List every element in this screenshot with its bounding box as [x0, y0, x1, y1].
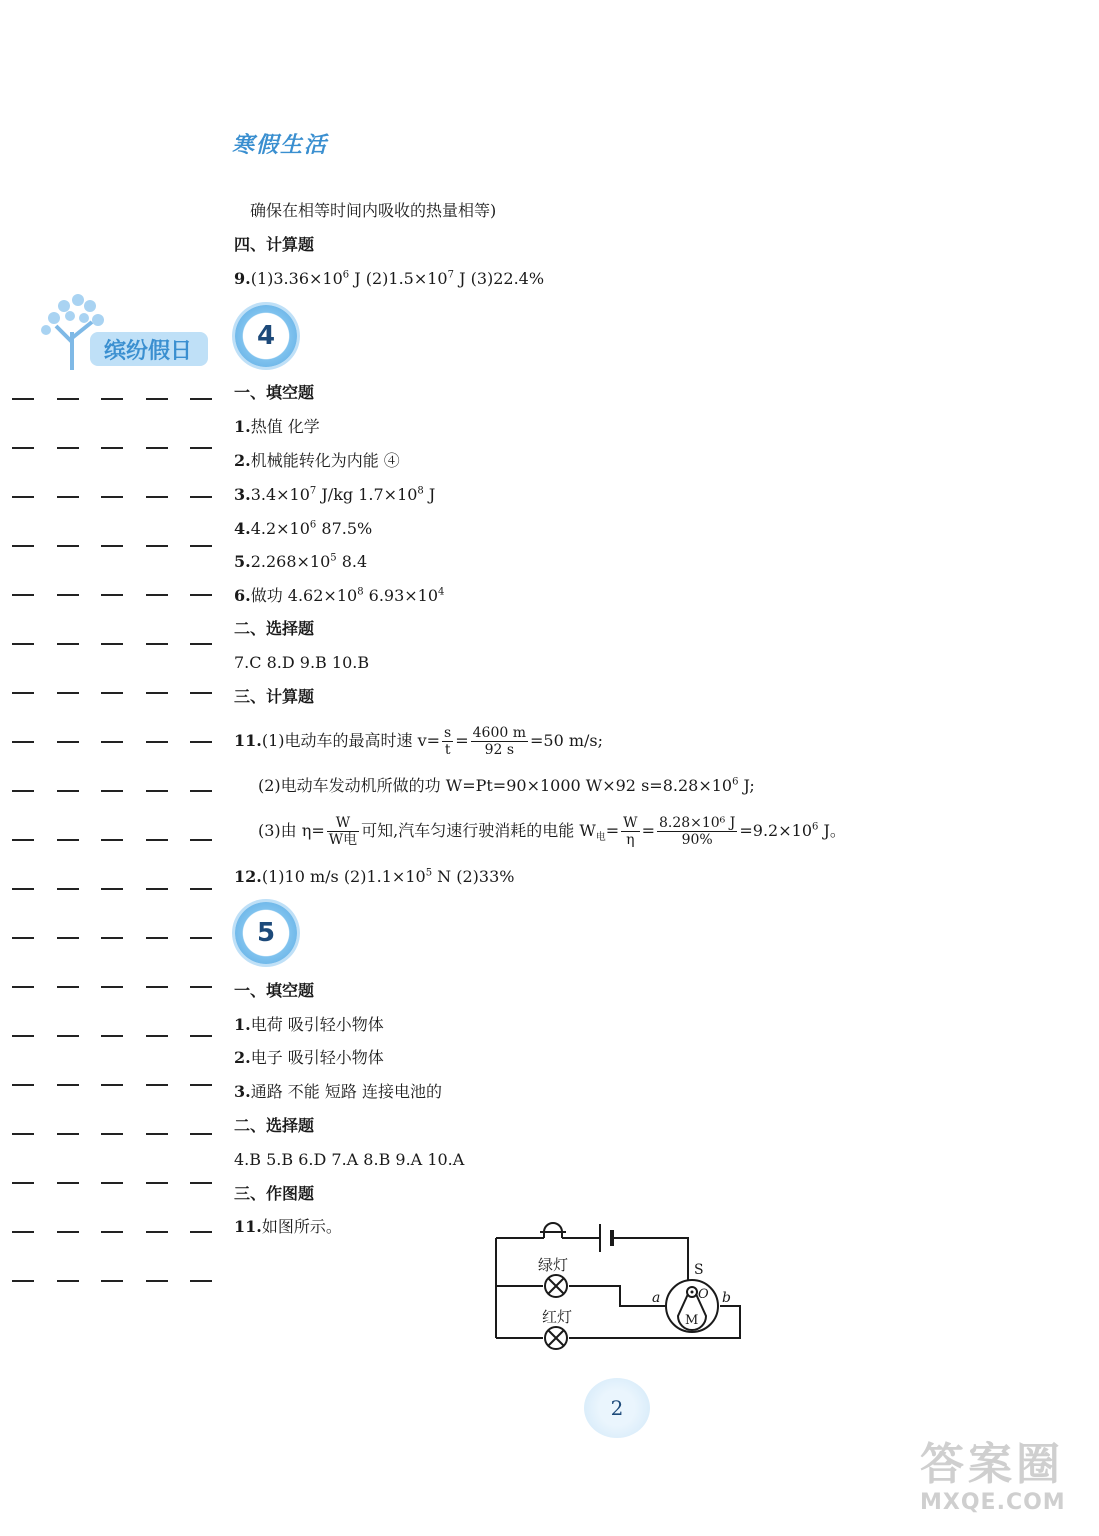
green-lamp-label: 绿灯: [538, 1256, 569, 1274]
answer-line-3: [234, 1081, 442, 1103]
fraction: [327, 815, 359, 848]
question-number: 3.: [234, 485, 251, 504]
answer-line-5: [234, 551, 367, 573]
question-number: 12.: [234, 867, 262, 886]
answer-text: J。: [818, 821, 846, 840]
answer-text: =9.2×10: [739, 821, 812, 840]
answer-text: (1)3.36×10: [250, 269, 343, 288]
section-heading: 三、计算题: [234, 687, 315, 706]
answer-text: 2.268×10: [250, 552, 331, 571]
fraction-denominator: 92 s: [484, 742, 515, 758]
green-lamp-icon: [545, 1275, 567, 1297]
exponent: 4: [438, 586, 445, 598]
section-heading: 二、选择题: [234, 619, 315, 638]
answer-line-9: [234, 268, 544, 290]
answer-text: 如图所示。: [261, 1217, 342, 1236]
question-number: 2.: [234, 451, 251, 470]
battery-icon: [600, 1224, 612, 1252]
exponent: 7: [309, 485, 317, 497]
section-heading: 一、填空题: [234, 383, 315, 402]
answer-text: 做功 4.62×10: [250, 586, 358, 605]
question-number: 6.: [234, 586, 251, 605]
fraction-denominator: 90%: [681, 832, 713, 848]
answer-line-6: [234, 585, 444, 607]
question-number: 4.: [234, 519, 251, 538]
exponent: 6: [732, 776, 739, 788]
pivot-o-label: O: [698, 1287, 709, 1302]
question-number: 2.: [234, 1048, 251, 1067]
fraction-numerator: s: [444, 725, 452, 741]
exponent: 8: [357, 586, 364, 598]
fraction-numerator: 4600 m: [472, 725, 526, 741]
answer-line-choice: 4.B 5.B 6.D 7.A 8.B 9.A 10.A: [234, 1150, 465, 1169]
page-header-title: 寒假生活: [232, 133, 329, 158]
answer-line-choice: 7.C 8.D 9.B 10.B: [234, 653, 370, 672]
exponent: 6: [309, 519, 317, 531]
red-lamp-label: 红灯: [542, 1308, 573, 1326]
watermark-line-2: MXQE.COM: [920, 1490, 1066, 1515]
exponent: 6: [342, 269, 350, 281]
contact-b-label: b: [722, 1290, 731, 1306]
subscript: 电: [595, 832, 606, 844]
tree-logo-icon: [34, 292, 210, 372]
fraction-denominator: t: [444, 742, 451, 758]
fraction-numerator: W: [327, 815, 359, 832]
answer-text: 4.2×10: [250, 519, 310, 538]
section-heading: 三、作图题: [234, 1184, 315, 1203]
answer-text: =50 m/s;: [530, 731, 604, 750]
question-number: 1.: [234, 1015, 251, 1034]
circuit-diagram: [488, 1210, 748, 1358]
answer-text: 机械能转化为内能 ④: [250, 451, 400, 470]
exponent: 5: [330, 552, 337, 564]
fraction: [442, 725, 453, 758]
answer-line-11-2: [258, 775, 755, 797]
fraction: [471, 725, 528, 758]
fraction: [657, 815, 737, 848]
section-heading: 四、计算题: [234, 235, 315, 254]
answer-text: J: [423, 485, 436, 504]
answer-line-11: [234, 1216, 342, 1238]
exponent: 8: [417, 485, 424, 497]
fraction-numerator: W: [623, 815, 638, 831]
contact-a-label: a: [652, 1290, 661, 1306]
answer-line-2: [234, 450, 400, 472]
question-number: 9.: [234, 269, 251, 288]
question-number: 3.: [234, 1082, 251, 1101]
answer-text: 8.4: [336, 552, 368, 571]
answer-line-11-1: 11.(1)电动车的最高时速 v= $\frac{s}{t}$ = $\frac{4600 m}{92 s}$ =50 m/s;: [234, 725, 604, 758]
answer-text: 电子 吸引轻小物体: [250, 1048, 384, 1067]
side-logo-label: 缤纷假日: [104, 339, 193, 364]
answer-line-12: [234, 866, 514, 888]
answer-text: J (3)22.4%: [453, 269, 545, 288]
section-badge-5: 5: [235, 902, 297, 964]
answer-text: N (2)33%: [432, 867, 515, 886]
answer-line-1: [234, 1014, 384, 1036]
answer-text: 6.93×10: [363, 586, 439, 605]
answer-text: 3.4×10: [250, 485, 310, 504]
question-number: 11.: [234, 731, 262, 750]
dash-lines-column: [12, 390, 212, 1321]
fraction-numerator: 8.28×10⁶ J: [658, 815, 736, 831]
fraction-denominator: η: [626, 832, 635, 848]
answer-line-4: [234, 518, 372, 540]
answer-text: (1)电动车的最高时速 v=: [261, 731, 441, 750]
answer-line-2: [234, 1047, 384, 1069]
section-badge-4: 4: [235, 305, 297, 367]
answer-text: 通路 不能 短路 连接电池的: [250, 1082, 442, 1101]
answer-text: 87.5%: [316, 519, 373, 538]
switch-label: S: [694, 1262, 704, 1278]
watermark: [920, 1440, 1095, 1530]
page-number: 2: [584, 1378, 650, 1438]
watermark-line-1: 答案圈: [920, 1439, 1064, 1490]
exponent: 5: [425, 867, 433, 879]
answer-text: (3)由 η=: [258, 821, 325, 840]
question-number: 5.: [234, 552, 251, 571]
bell-icon: [540, 1223, 566, 1238]
motor-m-label: M: [685, 1313, 699, 1328]
answer-line-3: [234, 484, 435, 506]
answer-text: (1)10 m/s (2)1.1×10: [261, 867, 426, 886]
answer-text: (2)电动车发动机所做的功 W=Pt=90×1000 W×92 s=8.28×10: [258, 776, 733, 795]
fraction: [621, 815, 639, 848]
question-number: 1.: [234, 417, 251, 436]
red-lamp-icon: [545, 1327, 567, 1349]
fraction-denominator: W电: [328, 832, 358, 848]
answer-text: 可知,汽车匀速行驶消耗的电能 W: [361, 821, 596, 840]
exponent: 6: [812, 821, 819, 833]
answer-text: J;: [738, 776, 755, 795]
section-heading: 二、选择题: [234, 1116, 315, 1135]
answer-line-11-3: (3)由 η= $\frac{W}{\text{W电}}$ 可知,汽车匀速行驶消耗的电能 $W_电=$ $\frac{W}{\eta}$ = $\frac{\text{8.28×10⁶ J}}{90\%}$ $=9.2\times 10^6$ J。: [258, 815, 846, 848]
answer-text: 热值 化学: [250, 417, 320, 436]
continuation-line: 确保在相等时间内吸收的热量相等): [250, 201, 497, 220]
section-heading: 一、填空题: [234, 981, 315, 1000]
answer-text: J (2)1.5×10: [349, 269, 448, 288]
answer-text: J/kg 1.7×10: [316, 485, 418, 504]
answer-line-1: [234, 416, 320, 438]
answer-text: 电荷 吸引轻小物体: [250, 1015, 384, 1034]
exponent: 7: [447, 269, 454, 281]
question-number: 11.: [234, 1217, 262, 1236]
